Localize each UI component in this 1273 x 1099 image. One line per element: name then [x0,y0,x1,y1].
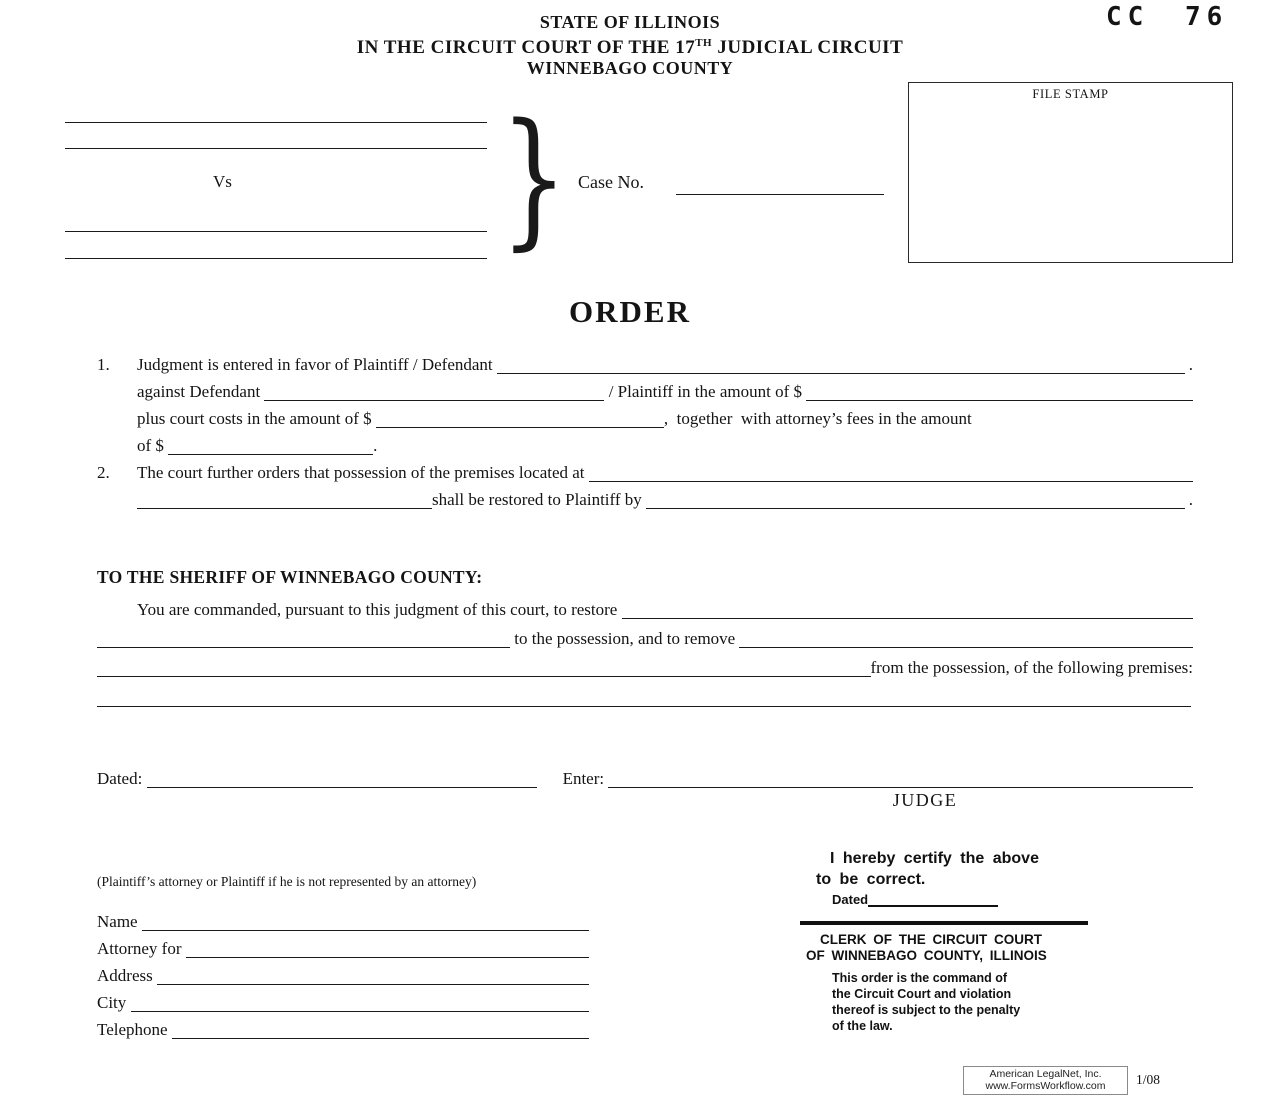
file-stamp-box [908,82,1233,263]
attorney-for-row [97,933,589,960]
text-segment: , together with attorney’s fees in the amount [663,409,972,428]
caption-blank-line-1 [65,122,487,123]
blank-line-premises-address [589,464,1193,482]
blank-line-remove-2 [97,659,871,677]
header-county: WINNEBAGO COUNTY [526,58,734,78]
paragraph-1-line-4 [97,430,1193,457]
blank-line-premises-description [97,706,1191,707]
header-court-pre: IN THE CIRCUIT COURT OF THE 17 [356,37,696,58]
text-segment: shall be restored to Plaintiff by [432,490,647,509]
blank-line-restore-to-2 [97,630,510,648]
name-blank-line [142,913,589,931]
clerk-certification-stamp [800,848,1092,1034]
command-line-3: thereof is subject to the penalty [832,1002,1021,1017]
command-line-4: of the law. [832,1018,893,1033]
dated-label: Dated: [97,769,147,788]
item-2-number: 2. [97,463,110,482]
enter-label: Enter: [562,769,609,788]
paragraph-1-line-3 [97,403,1193,430]
attorney-note: (Plaintiff’s attorney or Plaintiff if he is not represented by an attorney) [97,874,477,889]
signature-row [97,762,1193,790]
sheriff-line-3 [97,650,1193,679]
header-court [0,33,1260,58]
vs-label: Vs [213,172,232,191]
address-blank-line [157,967,589,985]
text-segment: . [1184,355,1193,374]
blank-line-restore-to [622,601,1193,619]
city-label: City [97,993,131,1012]
clerk-title-line-1: CLERK OF THE CIRCUIT COURT [820,931,1042,947]
file-stamp-label: FILE STAMP [1032,87,1109,101]
attorney-city-row [97,987,589,1014]
sheriff-heading: TO THE SHERIFF OF WINNEBAGO COUNTY: [97,567,483,587]
text-segment: The court further orders that possession of the premises located at [137,463,589,482]
attorney-block [97,872,589,1041]
judge-label: JUDGE [892,790,958,810]
case-no-label: Case No. [578,172,644,192]
form-code: CC 76 [1106,2,1229,32]
certify-dated-row [800,892,1092,907]
text-segment: of $ [137,436,169,455]
blank-line-amount [806,383,1193,401]
address-label: Address [97,966,157,985]
legalnet-line-1: American LegalNet, Inc. [989,1068,1102,1080]
case-no-blank-line [676,194,884,195]
text-segment: to the possession, and to remove [510,629,740,648]
header-state: STATE OF ILLINOIS [539,12,721,32]
header-court-post: JUDICIAL CIRCUIT [712,37,904,58]
blank-line-restored-by [646,491,1184,509]
text-segment: from the possession, of the following premises: [870,658,1193,677]
command-line-2: the Circuit Court and violation [832,986,1012,1001]
sheriff-line-2 [97,621,1193,650]
caption-brace: } [500,92,568,264]
item-1-number: 1. [97,355,110,374]
sheriff-section [97,563,1193,679]
order-body [97,349,1193,511]
attorney-name-row [97,906,589,933]
certify-line-2: to be correct. [816,871,926,888]
attorney-address-row [97,960,589,987]
command-line-1: This order is the command of [832,970,1008,985]
legalnet-line-2: www.FormsWorkflow.com [985,1079,1106,1092]
court-header [0,12,1260,79]
header-court-superscript: TH [695,37,713,49]
paragraph-1-line-1 [97,349,1193,376]
certify-dated-blank-line [868,895,998,907]
blank-line-remove [739,630,1193,648]
city-blank-line [131,994,589,1012]
text-segment: plus court costs in the amount of $ [137,409,376,428]
order-title: ORDER [569,294,691,329]
certify-dated-label: Dated [832,892,869,907]
sheriff-line-1 [97,592,1193,621]
text-segment: You are commanded, pursuant to this judgment of this court, to restore [137,600,622,619]
legalnet-footer-box [963,1066,1128,1095]
text-segment: . [373,436,378,455]
text-segment: / Plaintiff in the amount of $ [604,382,807,401]
caption-blank-line-3 [65,231,487,232]
blank-line-plaintiff-defendant [497,356,1185,374]
telephone-blank-line [172,1021,589,1039]
revision-label: 1/08 [1136,1072,1161,1087]
paragraph-2-line-2 [97,484,1193,511]
paragraph-2-line-1 [97,457,1193,484]
caption-blank-line-4 [65,258,487,259]
text-segment: Judgment is entered in favor of Plaintiff / Defendant [137,355,497,374]
enter-blank-line [608,770,1193,788]
certify-signature-rule [800,921,1088,925]
blank-line-defendant-name [264,383,604,401]
telephone-label: Telephone [97,1020,172,1039]
blank-line-premises-address-2 [137,491,432,509]
attorney-for-blank-line [186,940,589,958]
text-segment: . [1184,490,1193,509]
blank-line-attorney-fees [168,437,373,455]
name-label: Name [97,912,142,931]
attorney-telephone-row [97,1014,589,1041]
certify-line-1: I hereby certify the above [830,850,1039,867]
blank-line-court-costs [376,410,664,428]
dated-blank-line [147,770,537,788]
caption-blank-line-2 [65,148,487,149]
paragraph-1-line-2 [97,376,1193,403]
text-segment: against Defendant [137,382,265,401]
clerk-title-line-2: OF WINNEBAGO COUNTY, ILLINOIS [806,947,1047,963]
attorney-for-label: Attorney for [97,939,186,958]
